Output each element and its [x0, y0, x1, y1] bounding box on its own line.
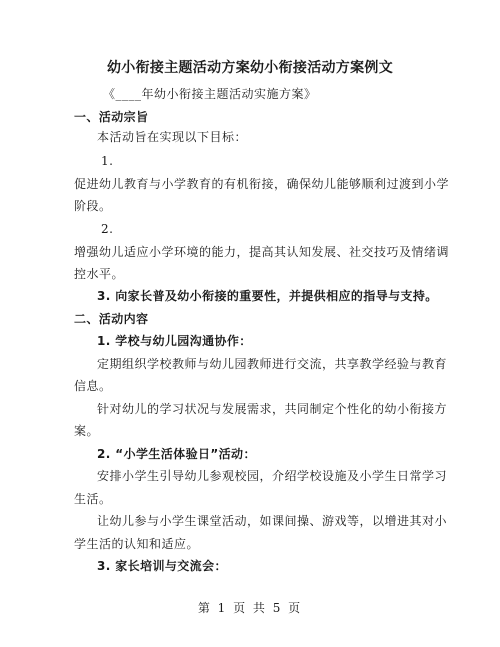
goal-1-line-1: 促进幼儿教育与小学教育的有机衔接，确保幼儿能够顺利过渡到小学: [74, 177, 450, 191]
item-2-para-2-line-1: 让幼儿参与小学生课堂活动，如课间操、游戏等，以增进其对小: [97, 514, 448, 528]
page-number-footer: 第 1 页 共 5 页: [197, 601, 303, 615]
item-1-heading: 1. 学校与幼儿园沟通协作：: [97, 334, 252, 348]
goal-number-2: 2.: [101, 222, 114, 236]
goal-1-line-2: 阶段。: [74, 199, 112, 213]
document-title: 幼小衔接主题活动方案幼小衔接活动方案例文: [107, 60, 393, 76]
goal-3: 3. 向家长普及幼小衔接的重要性，并提供相应的指导与支持。: [97, 289, 438, 303]
item-2-para-1-line-1: 安排小学生引导幼儿参观校园，介绍学校设施及小学生日常学习: [97, 469, 448, 483]
item-1-para-1-line-1: 定期组织学校教师与幼儿园教师进行交流，共享教学经验与教育: [97, 357, 448, 371]
item-2-para-2-line-2: 学生活的认知和适应。: [74, 537, 200, 551]
item-2-para-1-line-2: 生活。: [74, 492, 112, 506]
section-heading-content: 二、活动内容: [74, 312, 149, 326]
section-heading-purpose: 一、活动宗旨: [74, 110, 149, 124]
item-1-para-2-line-1: 针对幼儿的学习状况与发展需求，共同制定个性化的幼小衔接方: [97, 402, 448, 416]
goal-2-line-2: 控水平。: [74, 267, 125, 281]
document-subtitle: 《____年幼小衔接主题活动实施方案》: [103, 87, 317, 101]
item-1-para-1-line-2: 信息。: [74, 379, 112, 393]
intro-text: 本活动旨在实现以下目标：: [97, 130, 248, 144]
item-1-para-2-line-2: 案。: [74, 424, 100, 438]
item-3-heading: 3. 家长培训与交流会：: [97, 559, 227, 573]
goal-number-1: 1.: [101, 154, 114, 168]
item-2-heading: 2. “小学生活体验日”活动：: [97, 447, 256, 461]
goal-2-line-1: 增强幼儿适应小学环境的能力，提高其认知发展、社交技巧及情绪调: [74, 245, 450, 259]
